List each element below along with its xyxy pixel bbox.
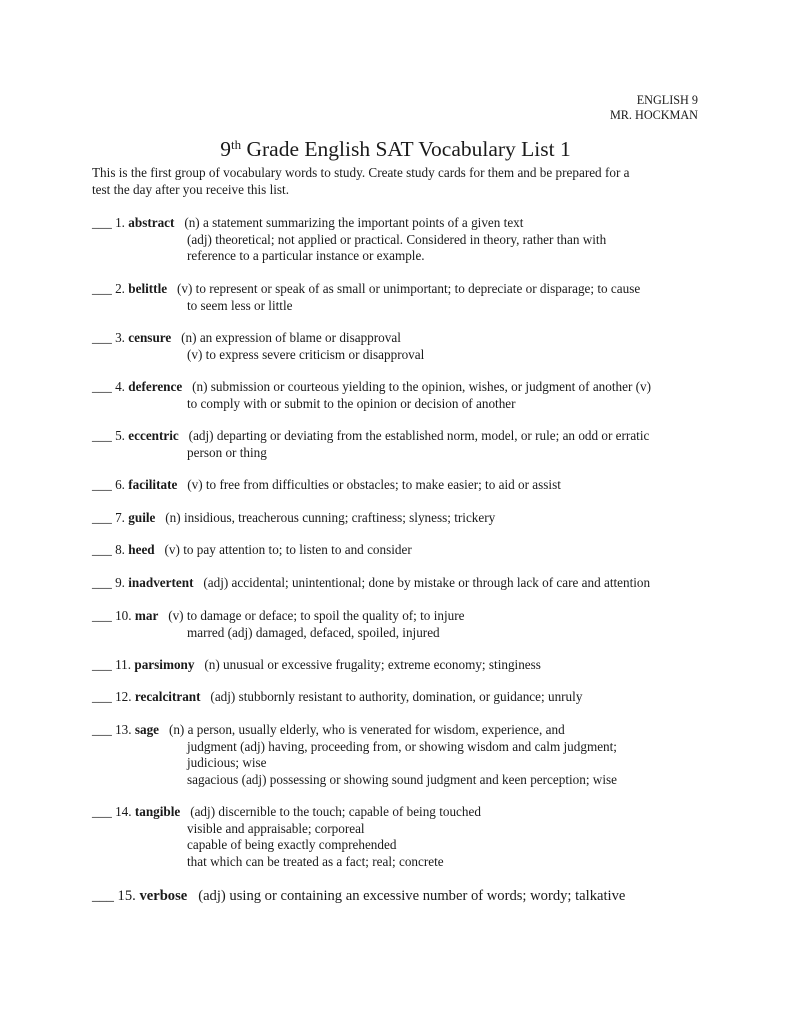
vocab-definition-continued: judgment (adj) having, proceeding from, or showing wisdom and calm judgment; (187, 738, 617, 754)
vocab-definition: (n) a statement summarizing the important points of a given text (174, 215, 524, 230)
vocab-number: 3. (115, 330, 129, 345)
vocab-definition-continued: to seem less or little (187, 297, 293, 313)
vocab-entry-verbose (92, 887, 712, 905)
answer-blank: ___ (92, 888, 118, 904)
intro-line: test the day after you receive this list. (92, 181, 290, 197)
vocab-definition-continued: reference to a particular instance or example. (187, 248, 425, 263)
vocab-word: facilitate (128, 477, 178, 492)
course-name: ENGLISH 9 (636, 93, 698, 107)
answer-blank: ___ (92, 215, 116, 230)
vocab-number: 14. (115, 804, 135, 819)
vocab-entry-line (92, 887, 712, 905)
answer-blank: ___ (92, 608, 116, 623)
vocab-number: 10. (115, 608, 135, 623)
teacher-name: MR. HOCKMAN (609, 108, 698, 122)
vocab-definition: (n) submission or courteous yielding to the opinion, wishes, or judgment of another (v) (182, 379, 652, 394)
vocab-definition: (n) unusual or excessive frugality; extreme economy; stinginess (194, 657, 541, 672)
vocab-definition-continued: marred (adj) damaged, defaced, spoiled, injured (187, 624, 440, 640)
page-title (0, 136, 791, 162)
answer-blank: ___ (92, 542, 116, 557)
vocab-entry-eccentric (92, 428, 712, 461)
vocab-entry-line (92, 657, 712, 674)
vocab-entry-belittle (92, 281, 712, 314)
vocab-number: 6. (115, 477, 129, 492)
vocab-number: 8. (115, 542, 129, 557)
answer-blank: ___ (92, 428, 116, 443)
answer-blank: ___ (92, 804, 116, 819)
vocab-entry-line (92, 477, 712, 494)
vocab-definition: (v) to free from difficulties or obstacles; to make easier; to aid or assist (177, 477, 561, 492)
title-superscript: th (230, 137, 242, 152)
vocab-number: 4. (115, 379, 129, 394)
vocab-number: 13. (115, 722, 135, 737)
vocab-entry-sage (92, 722, 712, 788)
vocab-entry-line (92, 689, 712, 706)
vocab-definition: (v) to represent or speak of as small or unimportant; to depreciate or disparage; to cause (167, 281, 641, 296)
vocab-entry-line (92, 804, 712, 821)
vocab-word: recalcitrant (134, 689, 201, 704)
vocab-entry-line (92, 215, 712, 232)
vocab-definition: (adj) departing or deviating from the established norm, model, or rule; an odd or erratic (178, 428, 650, 443)
vocab-number: 5. (115, 428, 129, 443)
vocab-number: 7. (115, 510, 129, 525)
vocab-entry-line (92, 608, 712, 625)
answer-blank: ___ (92, 722, 116, 737)
vocab-definition: (adj) using or containing an excessive number of words; wordy; talkative (187, 888, 626, 904)
course-header (610, 93, 698, 123)
vocab-definition: (adj) discernible to the touch; capable of being touched (180, 804, 481, 819)
vocab-definition: (v) to pay attention to; to listen to and consider (154, 542, 412, 557)
vocab-word: eccentric (128, 428, 179, 443)
vocab-definition-continued: person or thing (187, 444, 267, 460)
vocab-entry-line (92, 542, 712, 559)
vocab-word: deference (128, 379, 183, 394)
vocab-entry-line (92, 379, 712, 396)
vocab-definition: (n) a person, usually elderly, who is venerated for wisdom, experience, and (159, 722, 565, 737)
intro-paragraph (92, 165, 692, 198)
answer-blank: ___ (92, 379, 116, 394)
vocab-entry-censure (92, 330, 712, 363)
vocab-entry-tangible (92, 804, 712, 870)
answer-blank: ___ (92, 689, 116, 704)
vocab-entry-line (92, 428, 712, 445)
title-grade: 9 (220, 137, 231, 161)
vocab-definition-continued: (adj) theoretical; not applied or practical. Considered in theory, rather than with (187, 231, 607, 247)
vocab-entry-parsimony (92, 657, 712, 674)
intro-line: This is the first group of vocabulary words to study. Create study cards for them and be prepared for a (92, 165, 630, 180)
vocab-definition: (adj) stubbornly resistant to authority, domination, or guidance; unruly (200, 689, 583, 704)
vocab-definition-continued: judicious; wise (187, 755, 267, 770)
vocab-entry-line (92, 281, 712, 298)
vocab-entry-facilitate (92, 477, 712, 494)
vocab-word: inadvertent (128, 575, 194, 590)
vocab-definition-continued: visible and appraisable; corporeal (187, 820, 365, 836)
vocab-entry-line (92, 510, 712, 527)
answer-blank: ___ (92, 510, 116, 525)
vocab-entry-mar (92, 608, 712, 641)
vocab-definition: (n) insidious, treacherous cunning; craftiness; slyness; trickery (155, 510, 496, 525)
answer-blank: ___ (92, 657, 116, 672)
answer-blank: ___ (92, 330, 116, 345)
vocab-entry-heed (92, 542, 712, 559)
vocab-entry-line (92, 575, 712, 592)
vocab-definition: (n) an expression of blame or disapproval (171, 330, 401, 345)
vocab-number: 12. (115, 689, 135, 704)
vocab-definition-continued: capable of being exactly comprehended (187, 837, 397, 852)
vocab-definition-continued: (v) to express severe criticism or disapproval (187, 346, 425, 362)
vocab-word: sage (134, 722, 160, 737)
vocab-number: 11. (115, 657, 135, 672)
vocab-word: parsimony (134, 657, 195, 672)
vocab-entry-line (92, 722, 712, 739)
vocab-word: verbose (139, 888, 188, 904)
vocab-definition-continued: to comply with or submit to the opinion or decision of another (187, 395, 516, 411)
vocab-definition: (v) to damage or deface; to spoil the quality of; to injure (158, 608, 465, 623)
vocab-word: guile (128, 510, 156, 525)
answer-blank: ___ (92, 281, 116, 296)
vocab-word: heed (128, 542, 155, 557)
vocab-definition-continued: sagacious (adj) possessing or showing sound judgment and keen perception; wise (187, 771, 617, 787)
vocab-entry-deference (92, 379, 712, 412)
answer-blank: ___ (92, 477, 116, 492)
vocab-entry-guile (92, 510, 712, 527)
vocab-definition-continued: that which can be treated as a fact; real; concrete (187, 853, 444, 869)
vocab-number: 15. (117, 888, 140, 904)
vocab-word: abstract (128, 215, 175, 230)
vocab-entry-inadvertent (92, 575, 712, 592)
vocab-word: belittle (128, 281, 168, 296)
vocab-word: mar (134, 608, 159, 623)
title-text: Grade English SAT Vocabulary List 1 (241, 137, 571, 161)
vocab-entry-line (92, 330, 712, 347)
vocab-number: 2. (115, 281, 129, 296)
vocab-entry-recalcitrant (92, 689, 712, 706)
vocab-entry-abstract (92, 215, 712, 265)
vocab-word: tangible (134, 804, 181, 819)
vocab-number: 1. (115, 215, 129, 230)
answer-blank: ___ (92, 575, 116, 590)
vocab-number: 9. (115, 575, 129, 590)
vocab-definition: (adj) accidental; unintentional; done by mistake or through lack of care and attention (193, 575, 651, 590)
vocab-word: censure (128, 330, 172, 345)
